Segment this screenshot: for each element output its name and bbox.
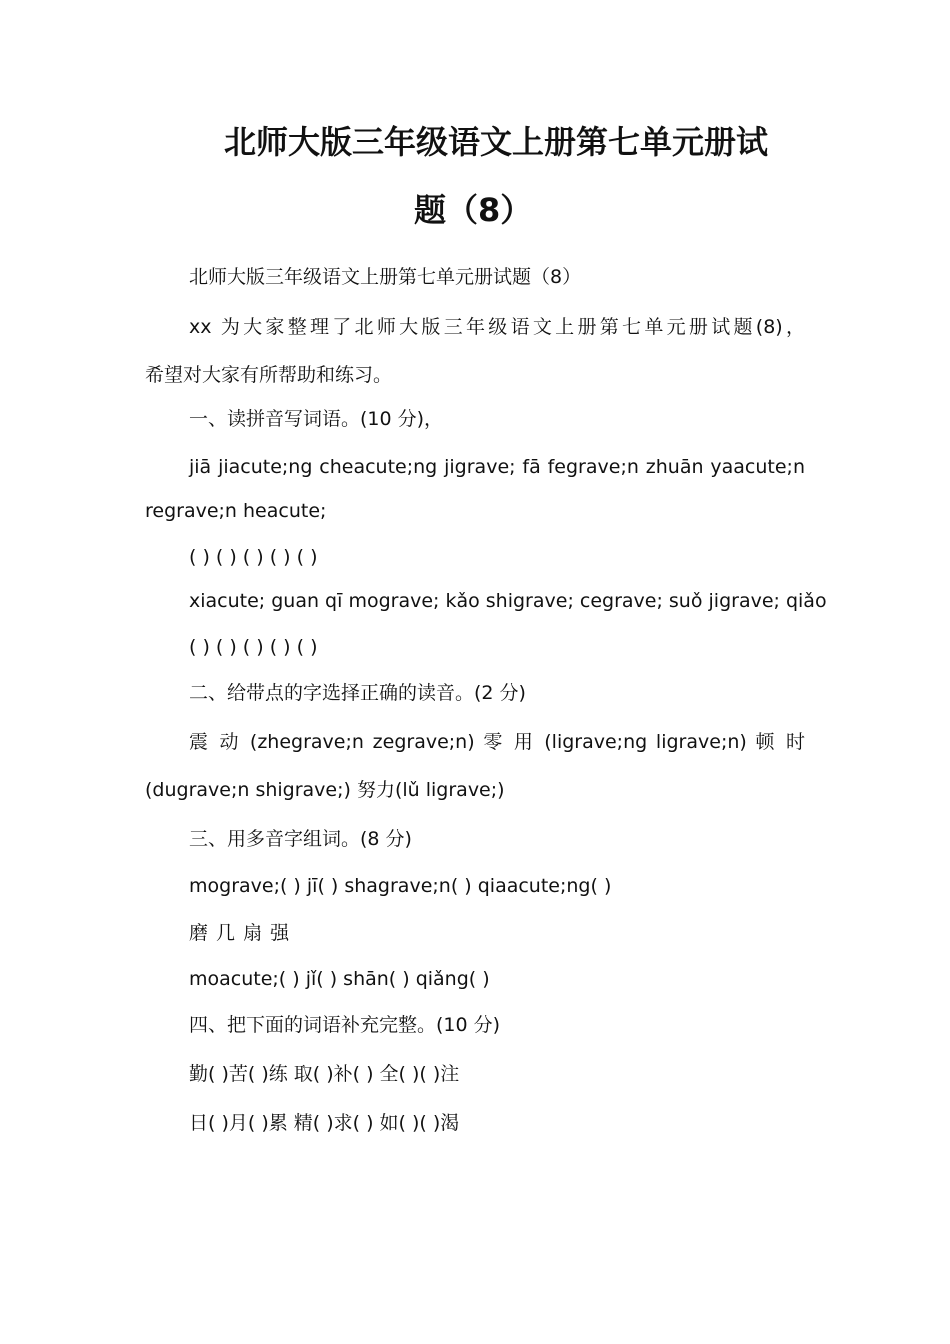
section-3-heading: 三、用多音字组词。(8 分) (189, 828, 412, 850)
pronunciation-line-2: (dugrave;n shigrave;) 努力(lǔ ligrave;) (145, 779, 505, 801)
document-title-line-2: 题（8） (414, 191, 533, 229)
blank-brackets-row-1: ( ) ( ) ( ) ( ) ( ) (189, 546, 318, 568)
section-1-heading: 一、读拼音写词语。(10 分)， (189, 408, 444, 430)
paragraph-subtitle: 北师大版三年级语文上册第七单元册试题（8） (189, 266, 582, 288)
polyphone-pinyin-row-2: moacute;( ) jǐ( ) shān( ) qiǎng( ) (189, 968, 490, 990)
section-4-heading: 四、把下面的词语补充完整。(10 分) (189, 1014, 501, 1036)
idiom-fill-row-2: 日( )月( )累 精( )求( ) 如( )( )渴 (189, 1112, 460, 1134)
pinyin-line-1-continued: regrave;n heacute; (145, 500, 327, 522)
polyphone-characters-row: 磨 几 扇 强 (189, 922, 291, 944)
section-2-heading: 二、给带点的字选择正确的读音。(2 分) (189, 682, 526, 704)
pinyin-line-1: jiā jiacute;ng cheacute;ng jigrave; fā fegrave;n zhuān yaacute;n (189, 456, 805, 478)
paragraph-intro-line-2: 希望对大家有所帮助和练习。 (145, 364, 393, 386)
pinyin-line-2: xiacute; guan qī mograve; kǎo shigrave; cegrave; suǒ jigrave; qiǎo (189, 590, 827, 612)
idiom-fill-row-1: 勤( )苦( )练 取( )补( ) 全( )( )注 (189, 1063, 460, 1085)
pronunciation-line-1: 震 动 (zhegrave;n zegrave;n) 零 用 (ligrave;ng ligrave;n) 顿 时 (189, 731, 805, 753)
polyphone-pinyin-row-1: mograve;( ) jī( ) shagrave;n( ) qiaacute;ng( ) (189, 875, 612, 897)
paragraph-intro-line-1: xx 为大家整理了北师大版三年级语文上册第七单元册试题(8)， (189, 316, 805, 338)
blank-brackets-row-2: ( ) ( ) ( ) ( ) ( ) (189, 636, 318, 658)
document-title-line-1: 北师大版三年级语文上册第七单元册试 (224, 123, 769, 161)
